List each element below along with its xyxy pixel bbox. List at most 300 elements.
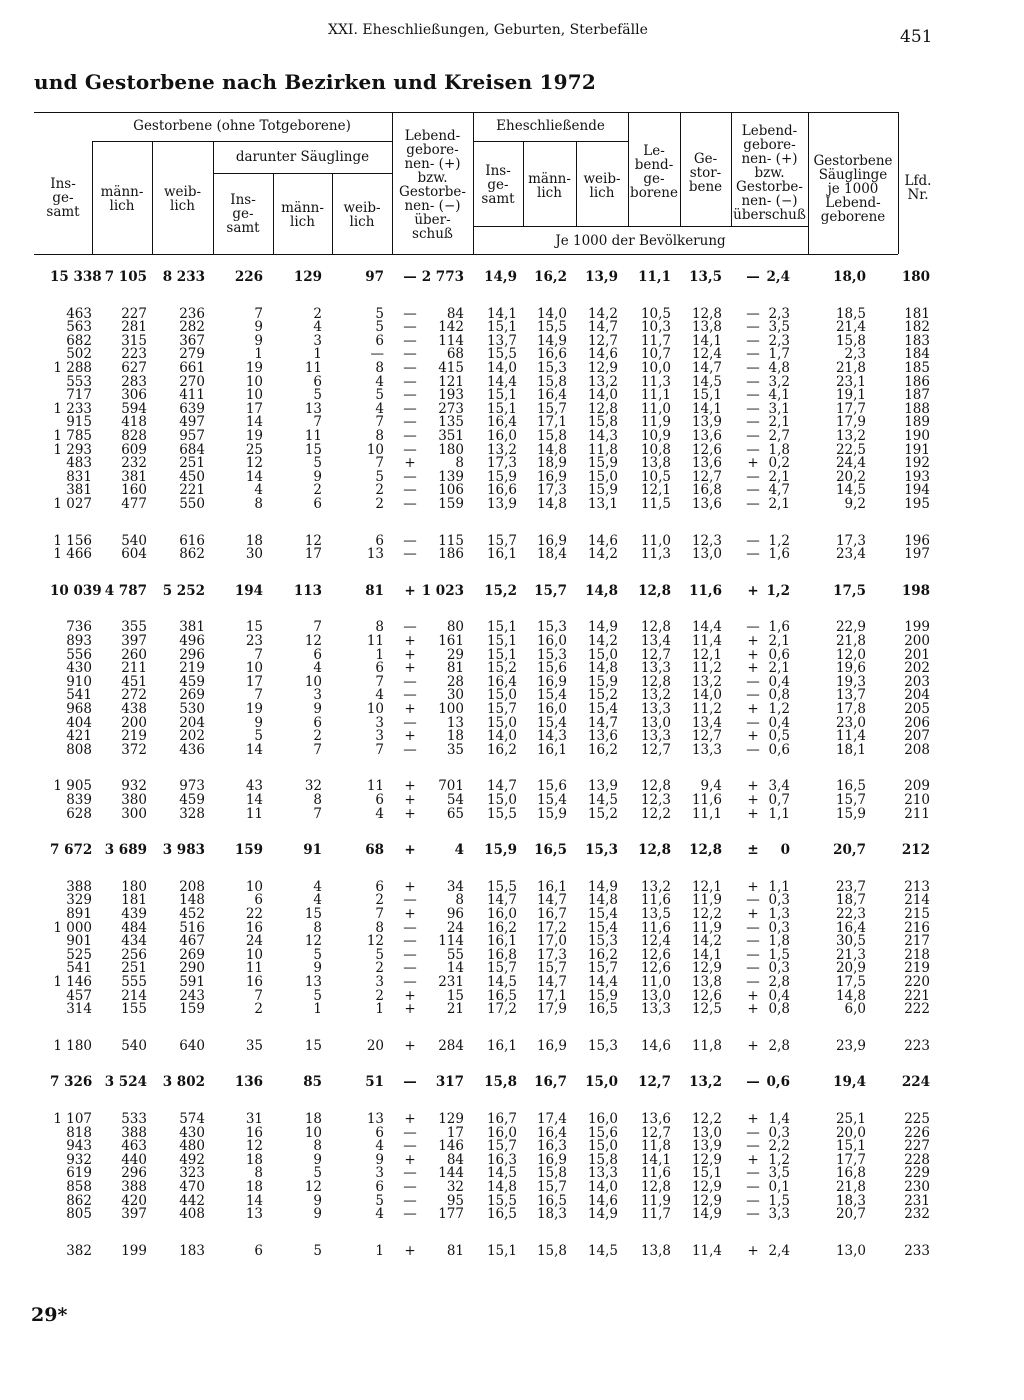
cell-saeug-weiblich: 4 — [375, 373, 384, 390]
cell-saeug-weiblich: 7 — [375, 906, 384, 922]
cell-lebendgeborene: 10,5 — [640, 305, 671, 322]
cell-saeug-maennlich: 9 — [313, 468, 322, 485]
cell-saeug-insgesamt: 10 — [245, 387, 263, 404]
cell-ehe-maennlich: 15,7 — [534, 582, 567, 599]
cell-rate: 0,4 — [768, 714, 790, 731]
cell-ehe-weiblich: 15,9 — [587, 673, 618, 690]
cell-ehe-insgesamt: 15,5 — [486, 1192, 517, 1209]
cell-sign: — — [403, 441, 417, 458]
cell-saeug-maennlich: 9 — [313, 701, 322, 717]
cell-ueberschuss: 65 — [446, 805, 464, 822]
cell-saeug-maennlich: 4 — [313, 892, 322, 909]
cell-saeuglinge-je-1000: 20,7 — [835, 1206, 866, 1223]
cell-saeuglinge-je-1000: 17,3 — [835, 532, 866, 549]
cell-sign: — — [403, 360, 417, 376]
cell-sign: — — [403, 714, 417, 731]
cell-maennlich: 4 787 — [104, 582, 147, 599]
cell-saeug-weiblich: 10 — [366, 441, 384, 458]
cell-maennlich: 223 — [121, 346, 147, 363]
cell-ehe-weiblich: 15,8 — [587, 414, 618, 431]
cell-ehe-insgesamt: 15,7 — [486, 960, 517, 977]
cell-ehe-insgesamt: 14,7 — [486, 778, 517, 795]
cell-saeug-insgesamt: 30 — [245, 546, 263, 563]
cell-ehe-insgesamt: 16,0 — [486, 1124, 517, 1141]
cell-saeug-insgesamt: 18 — [245, 1151, 263, 1168]
cell-saeug-weiblich: 6 — [375, 878, 384, 895]
cell-lfd-nr: 220 — [904, 974, 930, 990]
cell-rate: 1,3 — [768, 906, 790, 922]
cell-weiblich: 470 — [179, 1179, 205, 1195]
cell-ehe-weiblich: 15,3 — [585, 842, 618, 859]
cell-ehe-weiblich: 15,3 — [587, 933, 618, 950]
cell-saeug-insgesamt: 4 — [254, 482, 263, 499]
cell-rate-sign: + — [747, 646, 759, 663]
cell-lebendgeborene: 13,3 — [640, 701, 671, 717]
cell-saeug-maennlich: 13 — [304, 400, 322, 417]
header-ueberschuss-rate: Lebend- gebore- nen- (+) bzw. Gestorbe- nen- (−) überschuß — [733, 123, 806, 223]
cell-ehe-insgesamt: 16,3 — [486, 1151, 517, 1168]
cell-saeug-weiblich: 4 — [375, 687, 384, 704]
cell-rate-sign: — — [746, 619, 760, 636]
cell-sign: — — [403, 387, 417, 404]
cell-ehe-weiblich: 15,0 — [587, 1138, 618, 1155]
cell-sign: + — [404, 1037, 416, 1054]
cell-ehe-maennlich: 17,0 — [536, 933, 567, 950]
cell-insgesamt: 1 107 — [53, 1111, 92, 1127]
cell-gestorbene: 13,8 — [691, 319, 722, 336]
cell-insgesamt: 541 — [66, 960, 92, 977]
page-number: 451 — [900, 27, 933, 47]
cell-saeuglinge-je-1000: 22,9 — [835, 619, 866, 636]
cell-saeuglinge-je-1000: 20,9 — [835, 960, 866, 977]
cell-ueberschuss: 34 — [446, 878, 464, 895]
cell-lebendgeborene: 11,1 — [638, 269, 671, 285]
cell-sign: + — [404, 878, 416, 895]
cell-ehe-maennlich: 18,9 — [536, 455, 567, 472]
cell-lfd-nr: 204 — [904, 687, 930, 704]
cell-rate-sign: + — [747, 792, 759, 808]
cell-saeug-maennlich: 3 — [313, 332, 322, 349]
cell-saeug-maennlich: 1 — [313, 1001, 322, 1018]
cell-ehe-maennlich: 16,9 — [536, 1037, 567, 1054]
cell-maennlich: 272 — [121, 687, 147, 704]
cell-rate: 1,5 — [768, 946, 790, 963]
cell-lfd-nr: 212 — [901, 842, 930, 859]
cell-rate-sign: — — [746, 1179, 760, 1195]
cell-saeug-weiblich: 6 — [375, 1179, 384, 1195]
cell-saeug-weiblich: 5 — [375, 319, 384, 336]
cell-maennlich: 533 — [121, 1111, 147, 1127]
cell-weiblich: 550 — [179, 496, 205, 512]
cell-sign: — — [403, 1138, 417, 1155]
cell-sign: + — [404, 1151, 416, 1168]
cell-ehe-weiblich: 16,2 — [587, 946, 618, 963]
cell-ehe-maennlich: 16,7 — [534, 1074, 567, 1091]
cell-sign: + — [404, 1001, 416, 1018]
cell-rate: 0,8 — [768, 1001, 790, 1018]
cell-rate: 3,1 — [768, 400, 790, 417]
cell-lfd-nr: 231 — [904, 1192, 930, 1209]
cell-lebendgeborene: 13,2 — [640, 878, 671, 895]
cell-gestorbene: 12,9 — [691, 960, 722, 977]
cell-sign: — — [403, 960, 417, 977]
header-gestorbene-rate: Ge- stor- bene — [688, 151, 723, 195]
cell-lebendgeborene: 11,0 — [640, 400, 671, 417]
cell-ueberschuss: 28 — [446, 673, 464, 690]
cell-lebendgeborene: 13,4 — [640, 633, 671, 649]
cell-gestorbene: 16,8 — [691, 482, 722, 499]
cell-rate: 3,3 — [768, 1206, 790, 1223]
cell-rate: 0,5 — [768, 728, 790, 745]
cell-ehe-weiblich: 14,3 — [587, 428, 618, 444]
cell-lebendgeborene: 12,1 — [640, 482, 671, 499]
cell-maennlich: 388 — [121, 1124, 147, 1141]
table-top-rule — [34, 112, 898, 113]
cell-saeug-insgesamt: 18 — [245, 1179, 263, 1195]
cell-saeug-weiblich: 6 — [375, 332, 384, 349]
cell-rate: 2,1 — [768, 414, 790, 431]
cell-ehe-insgesamt: 17,3 — [486, 455, 517, 472]
cell-saeug-maennlich: 9 — [313, 960, 322, 977]
cell-saeuglinge-je-1000: 18,1 — [835, 741, 866, 758]
cell-sign: — — [403, 482, 417, 499]
cell-saeug-weiblich: 5 — [375, 946, 384, 963]
cell-saeug-weiblich: 6 — [375, 1124, 384, 1141]
cell-saeuglinge-je-1000: 23,0 — [835, 714, 866, 731]
cell-saeug-insgesamt: 17 — [245, 673, 263, 690]
cell-saeug-insgesamt: 7 — [254, 305, 263, 322]
cell-maennlich: 372 — [121, 741, 147, 758]
cell-maennlich: 211 — [121, 660, 147, 677]
cell-sign: + — [404, 582, 416, 599]
cell-weiblich: 516 — [179, 919, 205, 936]
cell-lfd-nr: 205 — [904, 701, 930, 717]
cell-saeug-maennlich: 3 — [313, 687, 322, 704]
cell-gestorbene: 11,1 — [691, 805, 722, 822]
cell-sign: — — [403, 400, 417, 417]
cell-lebendgeborene: 11,6 — [640, 919, 671, 936]
cell-rate: 1,2 — [768, 701, 790, 717]
cell-weiblich: 159 — [179, 1001, 205, 1018]
cell-insgesamt: 329 — [66, 892, 92, 909]
cell-rate: 2,3 — [768, 305, 790, 322]
cell-ehe-insgesamt: 15,8 — [484, 1074, 517, 1091]
cell-saeug-maennlich: 5 — [313, 987, 322, 1004]
cell-saeug-maennlich: 15 — [304, 441, 322, 458]
cell-saeug-insgesamt: 14 — [245, 1192, 263, 1209]
cell-weiblich: 480 — [179, 1138, 205, 1155]
cell-weiblich: 3 802 — [162, 1074, 205, 1091]
cell-rate: 0,3 — [768, 1124, 790, 1141]
cell-saeug-insgesamt: 16 — [245, 919, 263, 936]
cell-saeug-insgesamt: 19 — [245, 701, 263, 717]
cell-ehe-weiblich: 15,2 — [587, 805, 618, 822]
cell-ehe-insgesamt: 16,1 — [486, 546, 517, 563]
cell-maennlich: 227 — [121, 305, 147, 322]
cell-lfd-nr: 214 — [904, 892, 930, 909]
cell-maennlich: 932 — [121, 778, 147, 795]
cell-saeuglinge-je-1000: 17,7 — [835, 1151, 866, 1168]
cell-saeuglinge-je-1000: 23,4 — [835, 546, 866, 563]
cell-gestorbene: 11,9 — [691, 919, 722, 936]
cell-ehe-weiblich: 14,7 — [587, 714, 618, 731]
cell-ehe-insgesamt: 15,1 — [486, 387, 517, 404]
cell-maennlich: 477 — [121, 496, 147, 512]
cell-saeug-insgesamt: 17 — [245, 400, 263, 417]
cell-ehe-weiblich: 15,3 — [587, 1037, 618, 1054]
cell-ehe-maennlich: 16,7 — [536, 906, 567, 922]
cell-insgesamt: 382 — [66, 1242, 92, 1259]
cell-ehe-insgesamt: 16,5 — [486, 1206, 517, 1223]
cell-ehe-weiblich: 14,9 — [587, 1206, 618, 1223]
cell-weiblich: 323 — [179, 1165, 205, 1182]
cell-saeug-weiblich: 6 — [375, 792, 384, 808]
cell-ehe-maennlich: 15,8 — [536, 1165, 567, 1182]
cell-saeug-weiblich: 11 — [366, 778, 384, 795]
cell-lfd-nr: 186 — [904, 373, 930, 390]
cell-ehe-weiblich: 14,7 — [587, 319, 618, 336]
cell-gestorbene: 12,4 — [691, 346, 722, 363]
cell-ehe-maennlich: 14,8 — [536, 496, 567, 512]
cell-saeug-insgesamt: 7 — [254, 646, 263, 663]
cell-ehe-maennlich: 15,6 — [536, 660, 567, 677]
cell-saeuglinge-je-1000: 17,5 — [835, 974, 866, 990]
cell-rate-sign: — — [746, 346, 760, 363]
cell-ehe-insgesamt: 15,0 — [486, 714, 517, 731]
cell-rate: 1,4 — [768, 1111, 790, 1127]
cell-ehe-insgesamt: 15,1 — [486, 633, 517, 649]
cell-saeug-insgesamt: 9 — [254, 319, 263, 336]
cell-saeug-weiblich: 7 — [375, 455, 384, 472]
cell-saeuglinge-je-1000: 2,3 — [844, 346, 866, 363]
cell-saeug-weiblich: 2 — [375, 482, 384, 499]
cell-ehe-maennlich: 16,9 — [536, 1151, 567, 1168]
cell-ueberschuss: 18 — [446, 728, 464, 745]
cell-lfd-nr: 182 — [904, 319, 930, 336]
cell-ueberschuss: 121 — [438, 373, 464, 390]
cell-saeug-weiblich: 6 — [375, 532, 384, 549]
cell-saeug-maennlich: 8 — [313, 919, 322, 936]
cell-insgesamt: 10 039 — [50, 582, 102, 599]
cell-insgesamt: 862 — [66, 1192, 92, 1209]
cell-saeug-maennlich: 12 — [304, 933, 322, 950]
cell-saeug-weiblich: 2 — [375, 987, 384, 1004]
cell-lebendgeborene: 12,8 — [638, 582, 671, 599]
cell-saeug-maennlich: 5 — [313, 387, 322, 404]
cell-rate: 2,4 — [768, 1242, 790, 1259]
cell-gestorbene: 12,2 — [691, 1111, 722, 1127]
cell-saeug-maennlich: 5 — [313, 1165, 322, 1182]
cell-saeug-maennlich: 7 — [313, 741, 322, 758]
cell-rate-sign: + — [747, 633, 759, 649]
header-saeuglinge-je-1000: Gestorbene Säuglinge je 1000 Lebend- geborene — [813, 153, 893, 225]
header-weiblich: weib- lich — [163, 184, 202, 214]
cell-saeug-maennlich: 11 — [304, 428, 322, 444]
cell-ueberschuss: 142 — [438, 319, 464, 336]
cell-saeug-insgesamt: 16 — [245, 1124, 263, 1141]
cell-rate: 2,3 — [768, 332, 790, 349]
cell-gestorbene: 14,2 — [691, 933, 722, 950]
cell-maennlich: 380 — [121, 792, 147, 808]
cell-lfd-nr: 213 — [904, 878, 930, 895]
cell-maennlich: 200 — [121, 714, 147, 731]
cell-rate: 4,8 — [768, 360, 790, 376]
cell-insgesamt: 915 — [66, 414, 92, 431]
cell-insgesamt: 1 466 — [53, 546, 92, 563]
cell-ehe-maennlich: 15,7 — [536, 400, 567, 417]
cell-ueberschuss: 96 — [446, 906, 464, 922]
cell-maennlich: 181 — [121, 892, 147, 909]
cell-saeug-weiblich: 5 — [375, 468, 384, 485]
cell-saeuglinge-je-1000: 13,0 — [835, 1242, 866, 1259]
cell-lfd-nr: 210 — [904, 792, 930, 808]
cell-saeug-maennlich: 5 — [313, 455, 322, 472]
cell-insgesamt: 525 — [66, 946, 92, 963]
cell-saeug-weiblich: 8 — [375, 919, 384, 936]
cell-ueberschuss: 161 — [438, 633, 464, 649]
cell-ueberschuss: 146 — [438, 1138, 464, 1155]
cell-rate-sign: + — [747, 701, 759, 717]
cell-insgesamt: 388 — [66, 878, 92, 895]
cell-ehe-weiblich: 15,9 — [587, 482, 618, 499]
cell-ehe-maennlich: 16,9 — [536, 532, 567, 549]
cell-rate: 1,1 — [768, 878, 790, 895]
cell-rate-sign: — — [746, 1124, 760, 1141]
cell-saeug-insgesamt: 10 — [245, 660, 263, 677]
cell-saeuglinge-je-1000: 9,2 — [844, 496, 866, 512]
cell-ehe-maennlich: 14,0 — [536, 305, 567, 322]
cell-lebendgeborene: 11,3 — [640, 546, 671, 563]
cell-saeug-maennlich: 4 — [313, 319, 322, 336]
cell-lfd-nr: 194 — [904, 482, 930, 499]
cell-lebendgeborene: 12,4 — [640, 933, 671, 950]
cell-ehe-maennlich: 15,5 — [536, 319, 567, 336]
cell-saeug-maennlich: 9 — [313, 1151, 322, 1168]
cell-gestorbene: 13,6 — [691, 428, 722, 444]
header-ehe-maennlich: männ- lich — [528, 171, 571, 201]
cell-saeug-insgesamt: 23 — [245, 633, 263, 649]
cell-saeug-weiblich: 1 — [375, 646, 384, 663]
cell-rate-sign: — — [746, 1138, 760, 1155]
cell-maennlich: 627 — [121, 360, 147, 376]
cell-rate: 2,2 — [768, 1138, 790, 1155]
cell-ueberschuss: 139 — [438, 468, 464, 485]
cell-lfd-nr: 180 — [901, 269, 930, 285]
cell-saeug-weiblich: 1 — [375, 1001, 384, 1018]
cell-saeug-weiblich: 6 — [375, 660, 384, 677]
cell-maennlich: 3 689 — [104, 842, 147, 859]
cell-insgesamt: 682 — [66, 332, 92, 349]
cell-rate: 4,1 — [768, 387, 790, 404]
cell-rate: 1,5 — [768, 1192, 790, 1209]
cell-weiblich: 236 — [179, 305, 205, 322]
cell-ehe-weiblich: 16,0 — [587, 1111, 618, 1127]
cell-insgesamt: 502 — [66, 346, 92, 363]
cell-saeug-insgesamt: 5 — [254, 728, 263, 745]
cell-insgesamt: 805 — [66, 1206, 92, 1223]
cell-ehe-weiblich: 15,9 — [587, 987, 618, 1004]
cell-maennlich: 484 — [121, 919, 147, 936]
cell-sign: + — [404, 455, 416, 472]
cell-lfd-nr: 203 — [904, 673, 930, 690]
cell-rate-sign: — — [746, 387, 760, 404]
cell-rate-sign: ± — [747, 842, 759, 859]
cell-weiblich: 328 — [179, 805, 205, 822]
cell-ehe-maennlich: 15,6 — [536, 778, 567, 795]
cell-weiblich: 496 — [179, 633, 205, 649]
cell-gestorbene: 11,4 — [691, 1242, 722, 1259]
cell-maennlich: 388 — [121, 1179, 147, 1195]
header-lebendgeborene-rate: Le- bend- ge- borene — [630, 143, 678, 201]
cell-ehe-insgesamt: 14,1 — [486, 305, 517, 322]
cell-insgesamt: 717 — [66, 387, 92, 404]
cell-saeuglinge-je-1000: 18,5 — [835, 305, 866, 322]
cell-saeug-weiblich: 3 — [375, 974, 384, 990]
cell-saeug-weiblich: 4 — [375, 805, 384, 822]
cell-ehe-weiblich: 14,2 — [587, 546, 618, 563]
cell-weiblich: 219 — [179, 660, 205, 677]
cell-sign: + — [404, 1242, 416, 1259]
cell-saeug-weiblich: 13 — [366, 546, 384, 563]
cell-lfd-nr: 206 — [904, 714, 930, 731]
cell-lebendgeborene: 13,3 — [640, 728, 671, 745]
cell-weiblich: 183 — [179, 1242, 205, 1259]
cell-ehe-insgesamt: 13,2 — [486, 441, 517, 458]
cell-maennlich: 397 — [121, 1206, 147, 1223]
cell-rate: 0,1 — [768, 1179, 790, 1195]
cell-maennlich: 609 — [121, 441, 147, 458]
cell-rate-sign: — — [746, 933, 760, 950]
cell-rate-sign: + — [747, 778, 759, 795]
cell-ehe-maennlich: 15,7 — [536, 960, 567, 977]
cell-gestorbene: 11,2 — [691, 701, 722, 717]
cell-sign: + — [404, 792, 416, 808]
cell-gestorbene: 12,7 — [691, 468, 722, 485]
cell-gestorbene: 13,4 — [691, 714, 722, 731]
cell-saeug-insgesamt: 2 — [254, 1001, 263, 1018]
cell-saeuglinge-je-1000: 30,5 — [835, 933, 866, 950]
cell-ehe-maennlich: 14,7 — [536, 892, 567, 909]
cell-lebendgeborene: 13,8 — [640, 455, 671, 472]
cell-gestorbene: 14,4 — [691, 619, 722, 636]
cell-weiblich: 450 — [179, 468, 205, 485]
cell-lfd-nr: 233 — [904, 1242, 930, 1259]
cell-weiblich: 282 — [179, 319, 205, 336]
cell-lfd-nr: 217 — [904, 933, 930, 950]
cell-saeug-maennlich: 85 — [303, 1074, 322, 1091]
cell-ueberschuss: 84 — [446, 1151, 464, 1168]
cell-saeug-insgesamt: 11 — [245, 960, 263, 977]
cell-weiblich: 408 — [179, 1206, 205, 1223]
cell-weiblich: 530 — [179, 701, 205, 717]
cell-weiblich: 862 — [179, 546, 205, 563]
cell-maennlich: 296 — [121, 1165, 147, 1182]
cell-rate-sign: + — [747, 1001, 759, 1018]
cell-rate: 0,6 — [768, 741, 790, 758]
cell-sign: + — [404, 1111, 416, 1127]
cell-insgesamt: 1 905 — [53, 778, 92, 795]
cell-rate: 0,7 — [768, 792, 790, 808]
cell-ueberschuss: 80 — [446, 619, 464, 636]
cell-ueberschuss: 13 — [446, 714, 464, 731]
cell-insgesamt: 1 233 — [53, 400, 92, 417]
cell-saeuglinge-je-1000: 16,5 — [835, 778, 866, 795]
cell-saeuglinge-je-1000: 12,0 — [835, 646, 866, 663]
cell-rate: 0,6 — [768, 646, 790, 663]
cell-ueberschuss: 35 — [446, 741, 464, 758]
cell-ehe-insgesamt: 16,1 — [486, 1037, 517, 1054]
cell-insgesamt: 891 — [66, 906, 92, 922]
